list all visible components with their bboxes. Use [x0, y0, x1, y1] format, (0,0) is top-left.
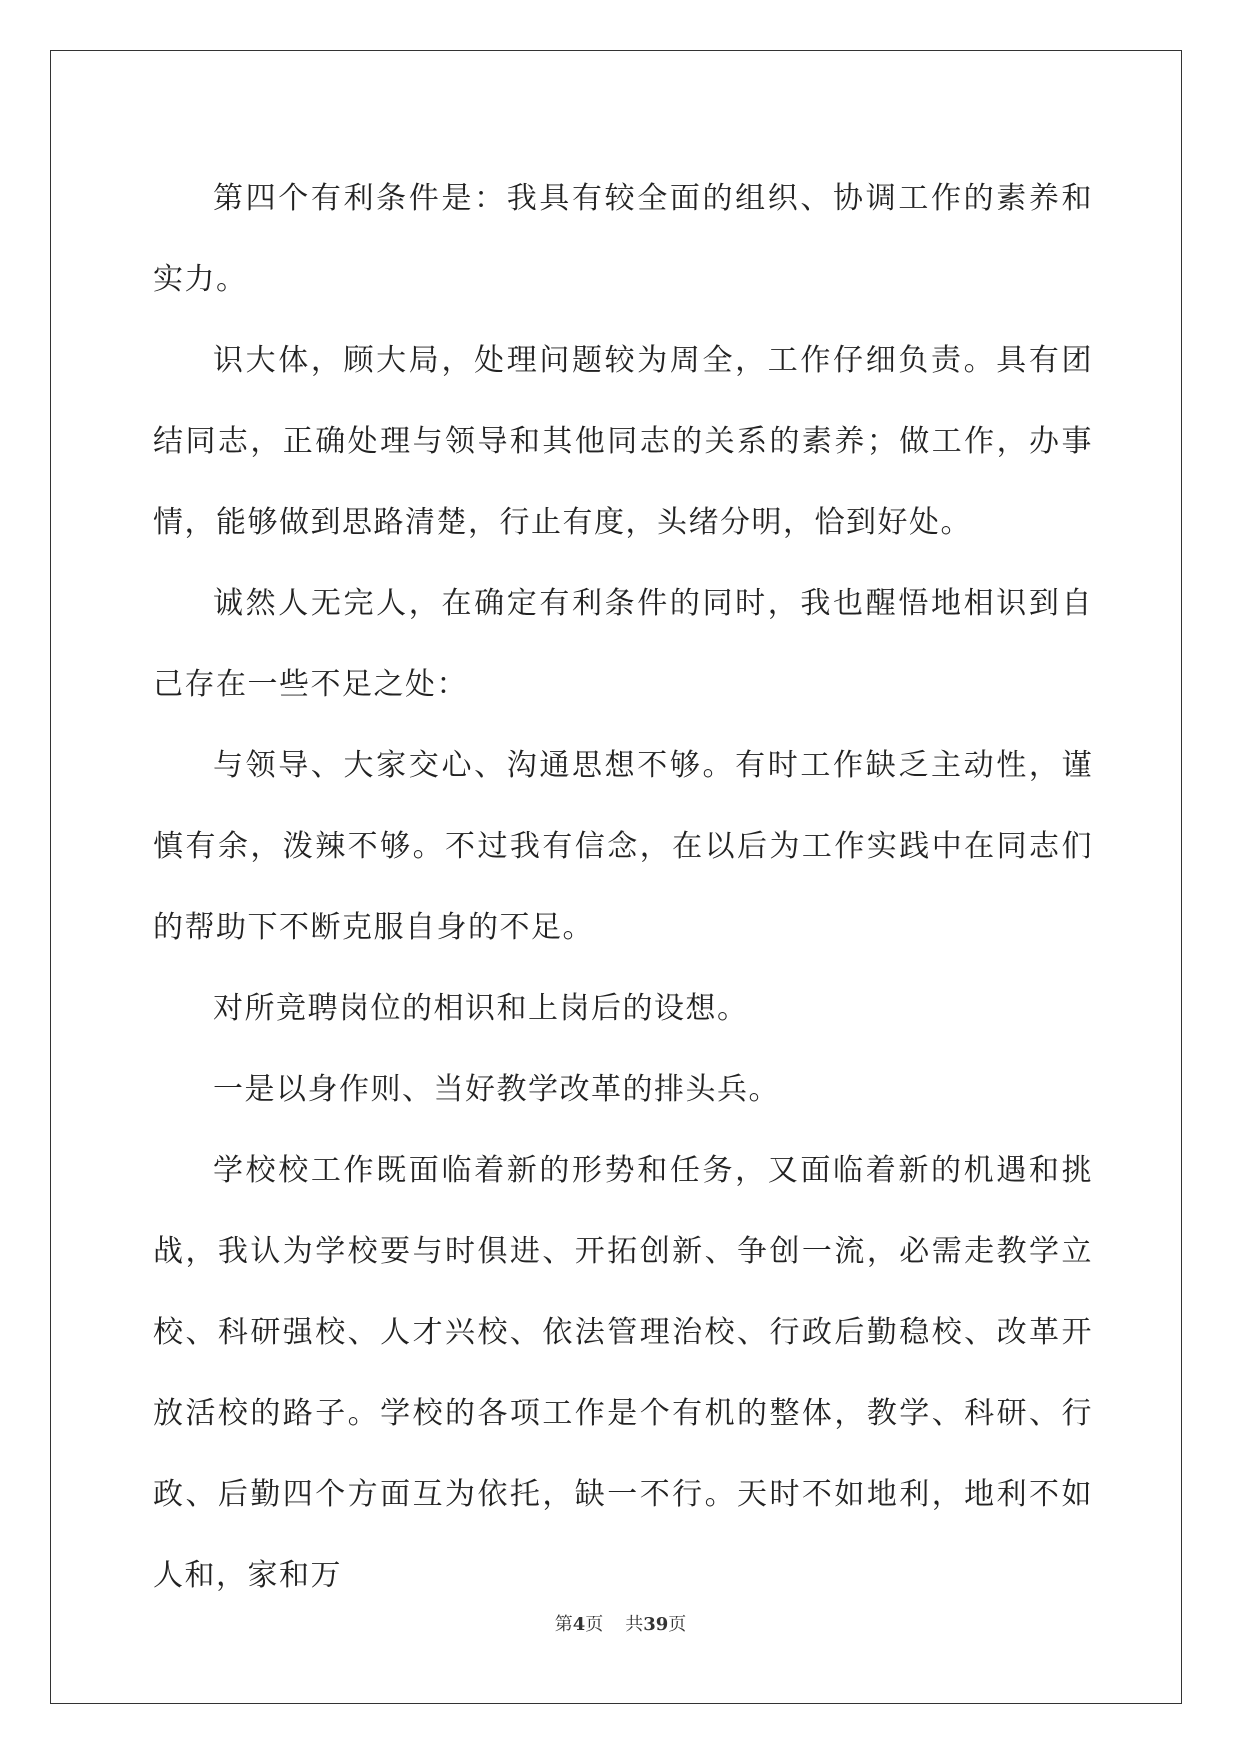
document-body — [153, 158, 1093, 1616]
paragraph: 学校校工作既面临着新的形势和任务，又面临着新的机遇和挑战，我认为学校要与时俱进、开拓创新、争创一流，必需走教学立校、科研强校、人才兴校、依法管理治校、行政后勤稳校、改革开放活校的路子。学校的各项工作是个有机的整体，教学、科研、行政、后勤四个方面互为依托，缺一不行。天时不如地利，地利不如人和，家和万 — [153, 1153, 1093, 1593]
total-prefix: 共 — [625, 1614, 644, 1635]
paragraph: 识大体，顾大局，处理问题较为周全，工作仔细负责。具有团结同志，正确处理与领导和其他同志的关系的素养；做工作，办事情，能够做到思路清楚，行止有度，头绪分明，恰到好处。 — [153, 343, 1093, 540]
total-suffix: 页 — [668, 1614, 687, 1635]
paragraph: 对所竞聘岗位的相识和上岗后的设想。 — [213, 991, 749, 1026]
paragraph: 与领导、大家交心、沟通思想不够。有时工作缺乏主动性，谨慎有余，泼辣不够。不过我有信念，在以后为工作实践中在同志们的帮助下不断克服自身的不足。 — [153, 748, 1093, 945]
page-suffix: 页 — [585, 1614, 604, 1635]
page-footer — [0, 1610, 1241, 1636]
page-prefix: 第 — [554, 1614, 573, 1635]
paragraph: 一是以身作则、当好教学改革的排头兵。 — [213, 1072, 780, 1107]
paragraph: 第四个有利条件是：我具有较全面的组织、协调工作的素养和实力。 — [153, 181, 1093, 297]
page-number: 4 — [572, 1614, 586, 1635]
total-pages: 39 — [643, 1614, 669, 1635]
paragraph: 诚然人无完人，在确定有利条件的同时，我也醒悟地相识到自己存在一些不足之处： — [153, 586, 1093, 702]
